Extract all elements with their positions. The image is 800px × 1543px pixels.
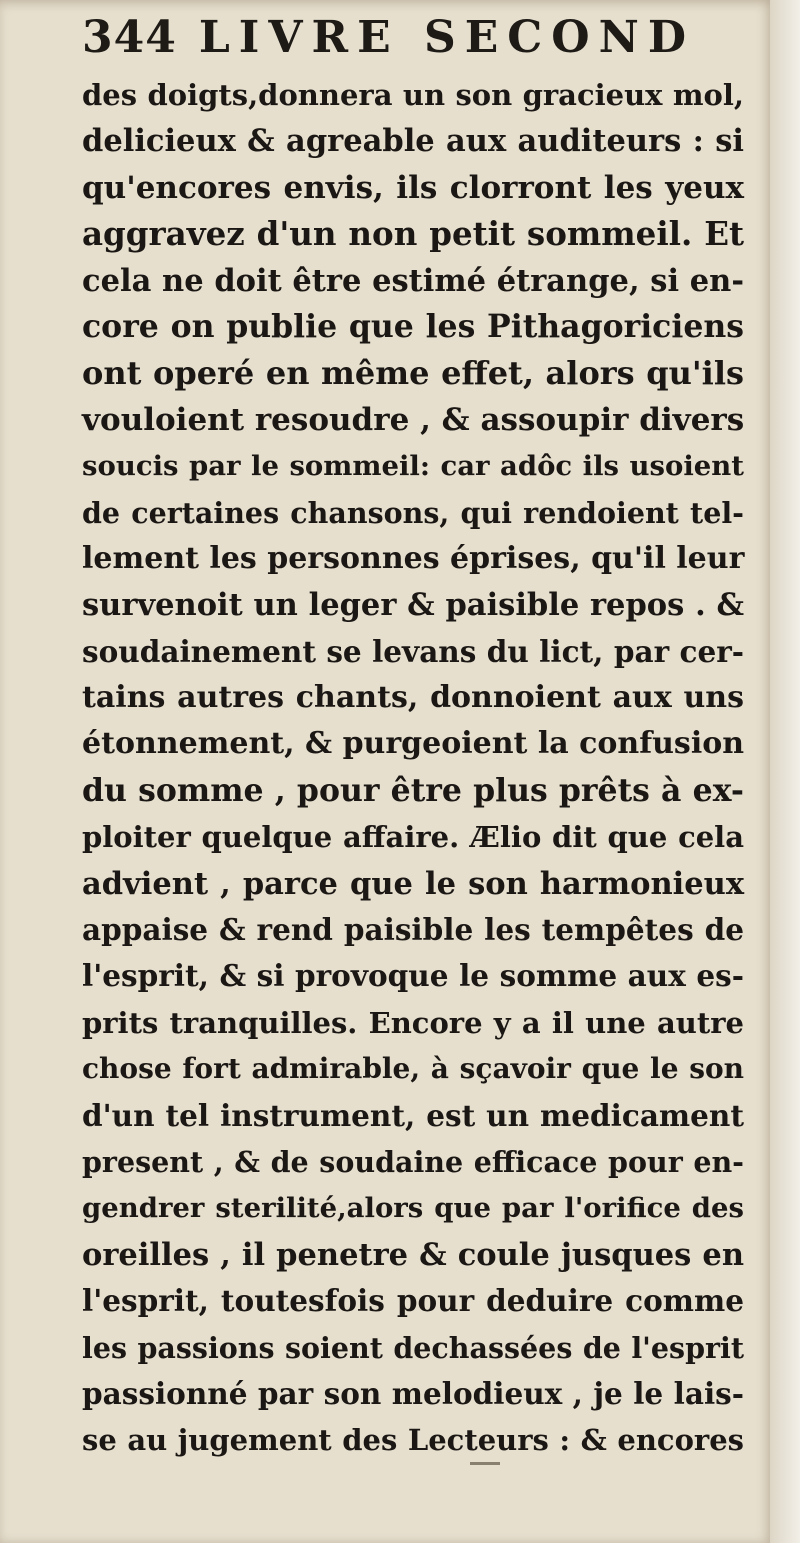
text-line: l'esprit, toutesfois pour deduire comme — [82, 1283, 744, 1319]
text-line: aggravez d'un non petit sommeil. Et — [82, 214, 744, 254]
text-line: ont operé en même effet, alors qu'ils — [82, 354, 744, 393]
text-line: soucis par le sommeil: car adôc ils usoient — [82, 450, 744, 483]
text-line: les passions soient dechassées de l'esprit — [82, 1330, 744, 1365]
text-line: present , & de soudaine efficace pour en- — [82, 1144, 744, 1179]
text-line: de certaines chansons, qui rendoient tel- — [82, 495, 744, 530]
page-edge — [770, 0, 800, 1543]
text-line: tains autres chants, donnoient aux uns — [82, 680, 744, 716]
ornament-rule — [470, 1462, 500, 1465]
text-line: prits tranquilles. Encore y a il une autre — [82, 1005, 744, 1040]
text-line: d'un tel instrument, est un medicament — [82, 1097, 744, 1133]
text-line: des doigts,donnera un son gracieux mol, — [82, 78, 744, 112]
text-line: cela ne doit être estimé étrange, si en- — [82, 262, 744, 299]
text-line: lement les personnes éprises, qu'il leur — [82, 540, 745, 576]
text-line: advient , parce que le son harmonieux — [82, 865, 744, 902]
text-line: ploiter quelque affaire. Ælio dit que cela — [82, 820, 744, 855]
text-line: passionné par son melodieux , je le lais- — [82, 1375, 744, 1411]
text-line: se au jugement des Lecteurs : & encores — [82, 1423, 744, 1458]
text-line: soudainement se levans du lict, par cer- — [82, 633, 744, 669]
text-line: core on publie que les Pithagoriciens — [82, 307, 744, 345]
text-line: gendrer sterilité,alors que par l'orifice des — [82, 1192, 744, 1225]
text-line: du somme , pour être plus prêts à ex- — [82, 771, 744, 809]
page-number: 344 — [82, 12, 177, 63]
text-line: oreilles , il penetre & coule jusques en — [82, 1236, 744, 1273]
text-line: qu'encores envis, ils clorront les yeux — [82, 169, 744, 206]
text-line: étonnement, & purgeoient la confusion — [82, 726, 745, 762]
body-text — [82, 72, 744, 1464]
text-line: l'esprit, & si provoque le somme aux es- — [82, 958, 744, 994]
text-line: chose fort admirable, à sçavoir que le son — [82, 1052, 744, 1086]
text-line: survenoit un leger & paisible repos . & — [82, 587, 744, 624]
text-line: appaise & rend paisible les tempêtes de — [82, 912, 744, 948]
text-line: vouloient resoudre , & assoupir divers — [82, 401, 745, 438]
running-head — [82, 12, 695, 74]
running-title: LIVRE SECOND — [198, 12, 695, 63]
text-line: delicieux & agreable aux auditeurs : si — [82, 123, 744, 160]
